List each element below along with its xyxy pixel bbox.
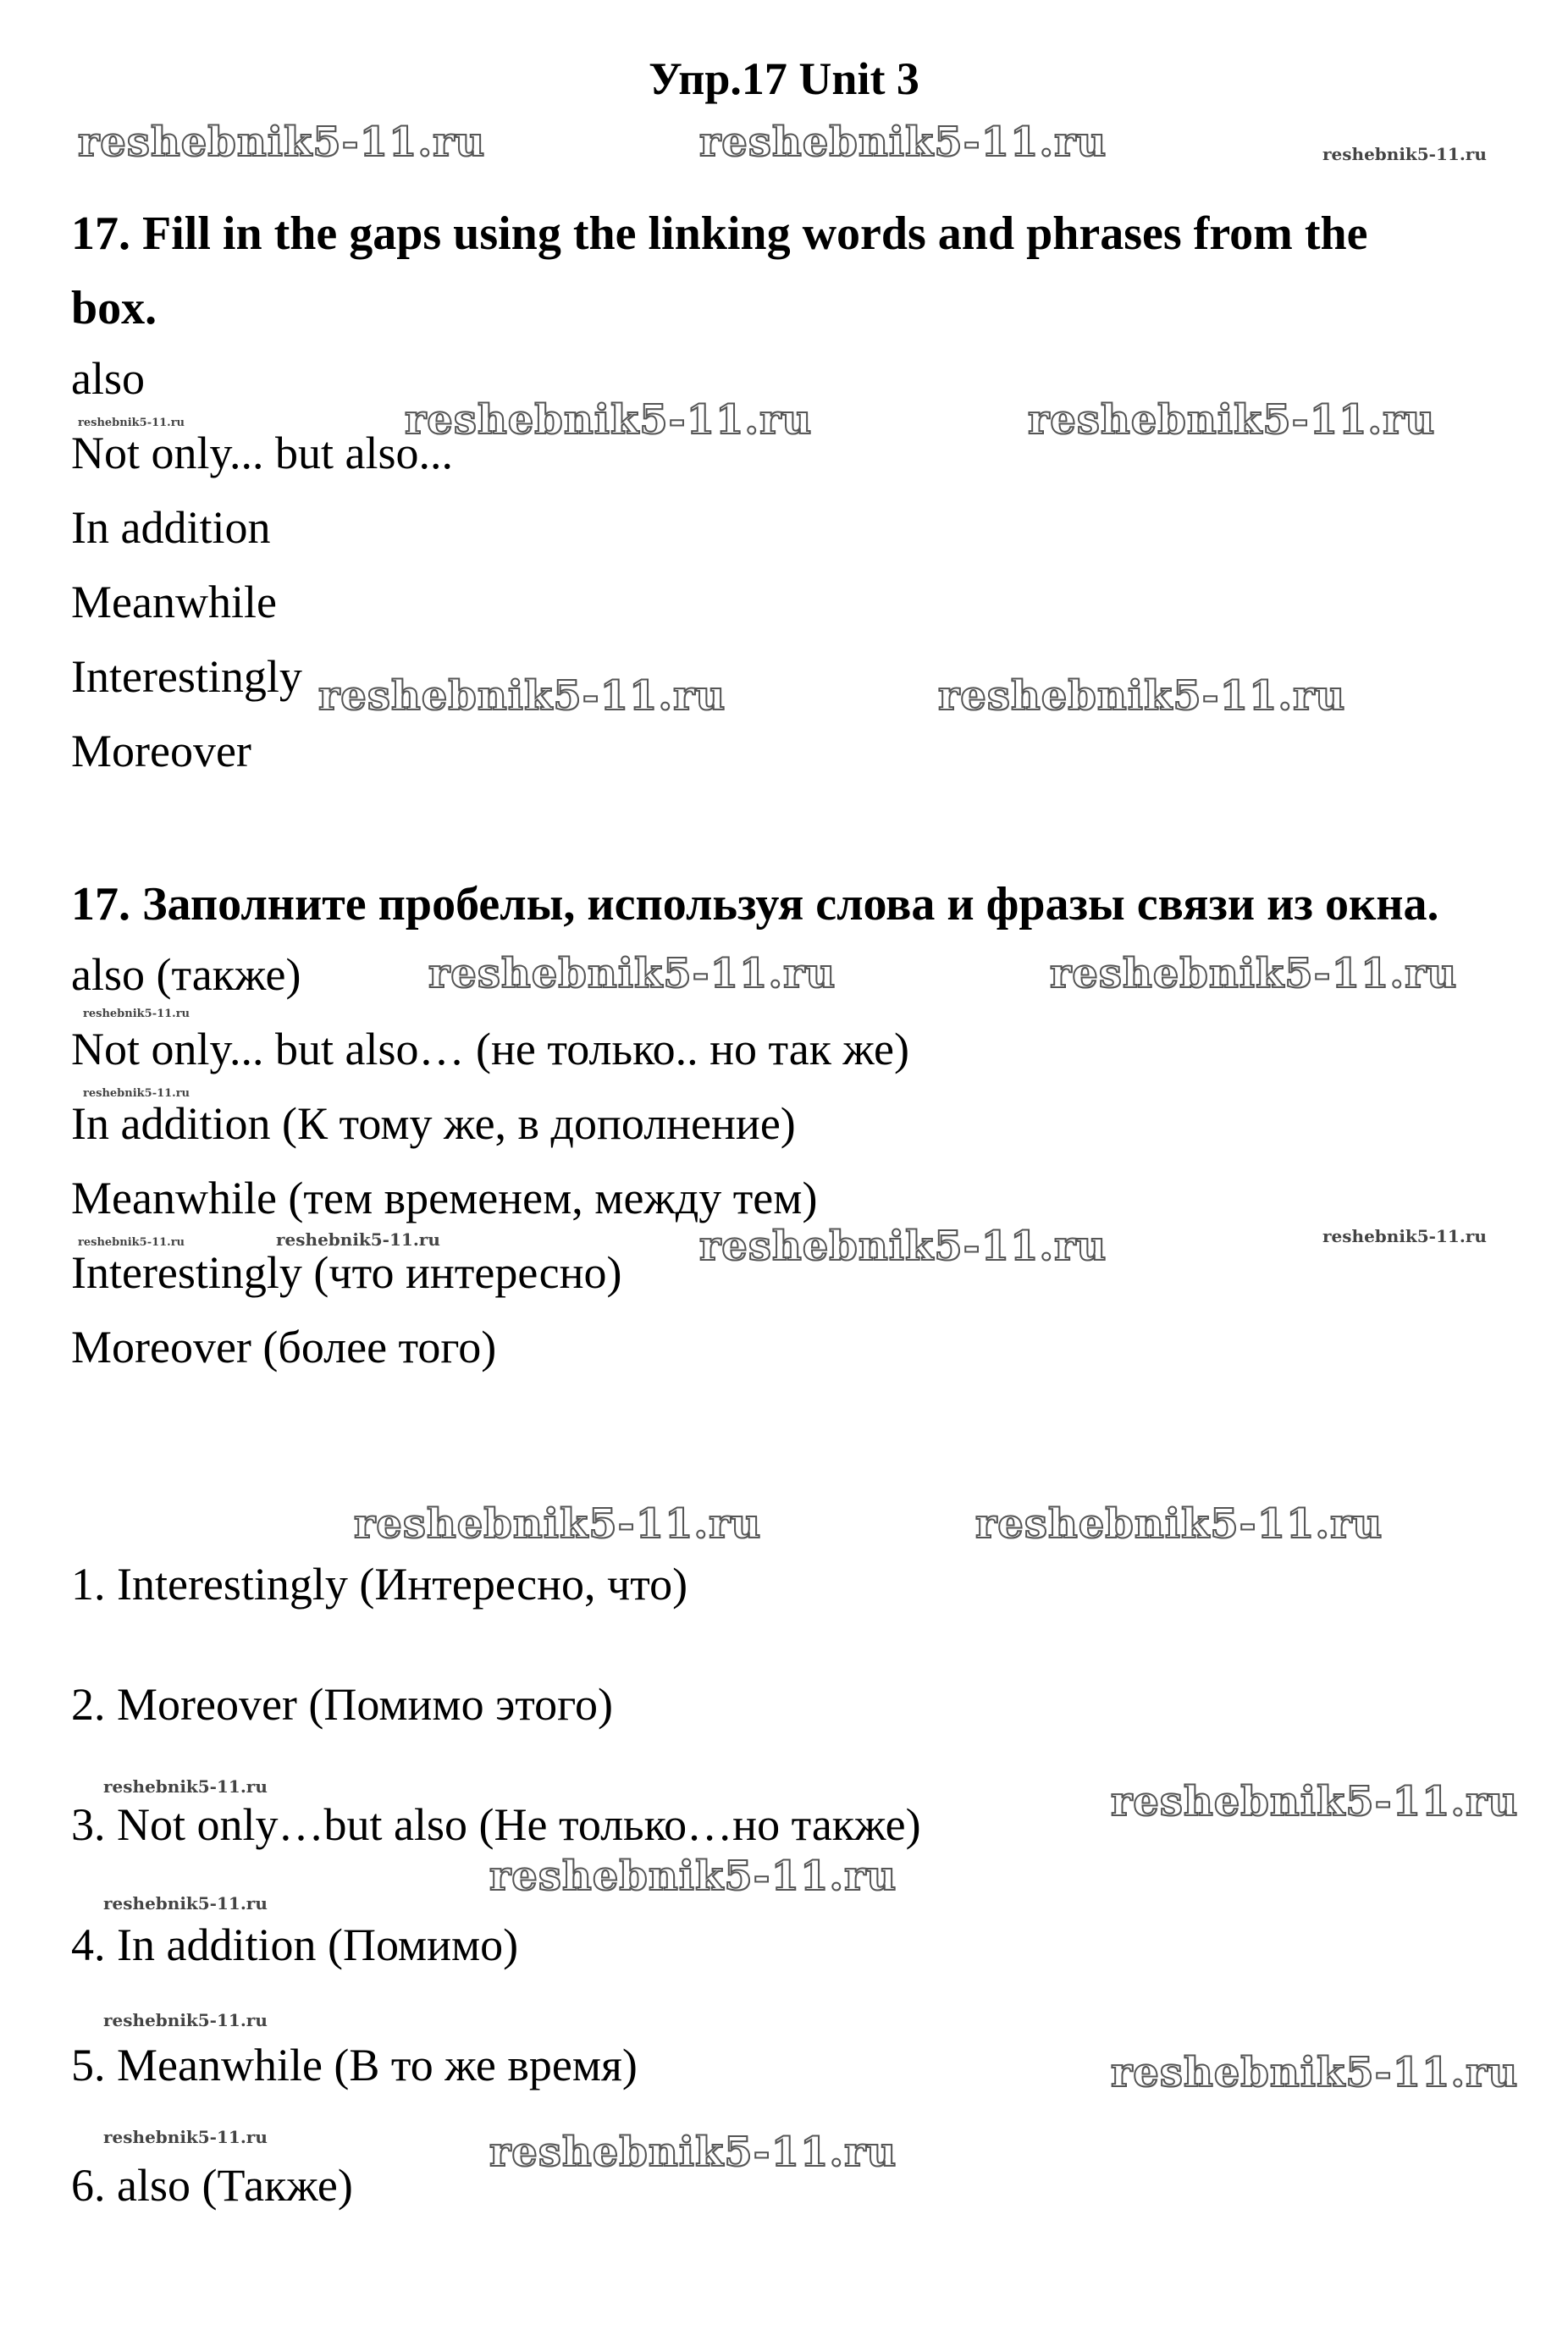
english-item-meanwhile: Meanwhile	[71, 577, 277, 627]
watermark: reshebnik5-11.ru	[354, 1500, 762, 1548]
russian-item-interestingly: Interestingly (что интересно)	[71, 1247, 622, 1298]
watermark: reshebnik5-11.ru	[699, 119, 1107, 166]
answer-4: 4. In addition (Помимо)	[71, 1919, 519, 1970]
watermark: reshebnik5-11.ru	[78, 417, 185, 429]
english-heading-line2: box.	[71, 282, 157, 334]
answer-5: 5. Meanwhile (В то же время)	[71, 2040, 638, 2090]
watermark: reshebnik5-11.ru	[1111, 2049, 1519, 2096]
watermark: reshebnik5-11.ru	[1322, 1226, 1487, 1246]
watermark: reshebnik5-11.ru	[83, 1087, 190, 1100]
watermark: reshebnik5-11.ru	[699, 1223, 1107, 1270]
answer-6: 6. also (Также)	[71, 2160, 353, 2211]
watermark: reshebnik5-11.ru	[1028, 396, 1436, 444]
answer-1: 1. Interestingly (Интересно, что)	[71, 1559, 688, 1610]
russian-item-meanwhile: Meanwhile (тем временем, между тем)	[71, 1173, 818, 1223]
russian-heading: 17. Заполните пробелы, используя слова и фразы связи из окна.	[71, 878, 1439, 931]
watermark: reshebnik5-11.ru	[405, 396, 813, 444]
english-item-also: also	[71, 353, 145, 404]
watermark: reshebnik5-11.ru	[78, 1236, 185, 1249]
watermark: reshebnik5-11.ru	[103, 2127, 268, 2147]
watermark: reshebnik5-11.ru	[78, 119, 486, 166]
watermark: reshebnik5-11.ru	[276, 1229, 440, 1250]
answer-2: 2. Moreover (Помимо этого)	[71, 1679, 613, 1730]
watermark: reshebnik5-11.ru	[103, 1776, 268, 1797]
watermark: reshebnik5-11.ru	[1322, 144, 1487, 164]
english-item-interestingly: Interestingly	[71, 651, 302, 702]
page-title: Упр.17 Unit 3	[649, 53, 919, 104]
watermark: reshebnik5-11.ru	[938, 672, 1346, 720]
russian-item-moreover: Moreover (более того)	[71, 1322, 497, 1372]
watermark: reshebnik5-11.ru	[103, 1893, 268, 1914]
english-item-in-addition: In addition	[71, 502, 271, 553]
watermark: reshebnik5-11.ru	[83, 1008, 190, 1020]
answer-3: 3. Not only…but also (Не только…но также)	[71, 1799, 921, 1850]
watermark: reshebnik5-11.ru	[318, 672, 726, 720]
english-item-moreover: Moreover	[71, 726, 251, 776]
russian-item-not-only: Not only... but also… (не только.. но так же)	[71, 1024, 909, 1074]
russian-item-in-addition: In addition (К тому же, в дополнение)	[71, 1098, 796, 1149]
english-heading-line1: 17. Fill in the gaps using the linking words and phrases from the	[71, 207, 1368, 260]
watermark: reshebnik5-11.ru	[1050, 950, 1458, 997]
watermark: reshebnik5-11.ru	[103, 2010, 268, 2030]
watermark: reshebnik5-11.ru	[1111, 1778, 1519, 1825]
russian-item-also: also (также)	[71, 949, 301, 1000]
watermark: reshebnik5-11.ru	[975, 1500, 1383, 1548]
watermark: reshebnik5-11.ru	[428, 950, 836, 997]
watermark: reshebnik5-11.ru	[489, 1853, 897, 1900]
english-item-not-only: Not only... but also...	[71, 428, 453, 478]
watermark: reshebnik5-11.ru	[489, 2129, 897, 2176]
